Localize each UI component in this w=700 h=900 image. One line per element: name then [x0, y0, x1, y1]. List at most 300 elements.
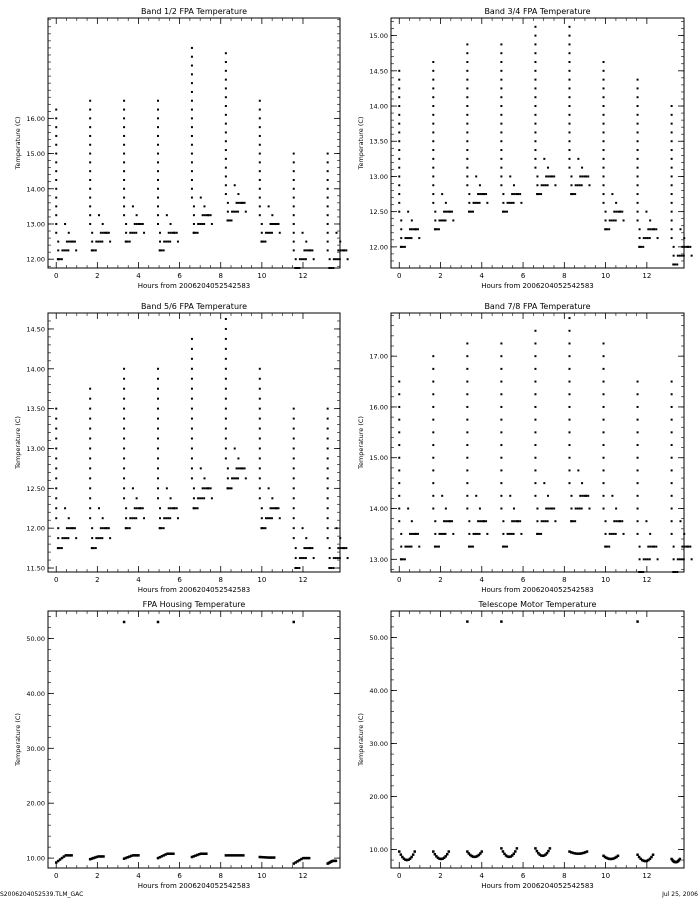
data-point [681, 246, 683, 248]
data-point [135, 232, 137, 234]
data-point [170, 223, 172, 225]
data-point [653, 546, 655, 548]
data-point [649, 219, 651, 221]
data-point [191, 477, 193, 479]
data-point [586, 850, 589, 853]
data-point [91, 547, 93, 549]
data-point [500, 342, 502, 344]
data-point [534, 158, 536, 160]
data-point [327, 179, 329, 181]
data-point [275, 223, 277, 225]
data-point [411, 533, 413, 535]
data-point [225, 398, 227, 400]
data-point [75, 249, 77, 251]
data-point [89, 144, 91, 146]
data-point [671, 149, 673, 151]
data-point [327, 161, 329, 163]
data-point [466, 131, 468, 133]
data-point [129, 517, 131, 519]
data-point [636, 620, 639, 623]
data-point [683, 533, 685, 535]
data-point [89, 457, 91, 459]
data-point [89, 497, 91, 499]
data-point [410, 237, 412, 239]
data-point [468, 202, 470, 204]
data-point [655, 228, 657, 230]
data-point [157, 188, 159, 190]
data-point [534, 105, 536, 107]
data-point [125, 517, 127, 519]
data-point [672, 263, 674, 265]
data-point [438, 533, 440, 535]
data-point [102, 855, 105, 858]
data-point [95, 547, 97, 549]
data-point [534, 368, 536, 370]
footer-filename: S2006204052539.TLM_GAC [0, 891, 84, 898]
x-tick-label: 0 [397, 872, 402, 880]
data-point [55, 188, 57, 190]
data-point [511, 533, 513, 535]
data-point [466, 495, 468, 497]
data-point [163, 241, 165, 243]
data-point [432, 850, 435, 853]
data-point [485, 520, 487, 522]
data-point [504, 211, 506, 213]
data-point [500, 406, 502, 408]
data-point [534, 149, 536, 151]
data-point [132, 205, 134, 207]
data-point [398, 393, 400, 395]
data-point [409, 228, 411, 230]
x-axis-label: Hours from 2006204052542583 [137, 586, 251, 594]
data-point [261, 517, 263, 519]
data-point [603, 419, 605, 421]
data-point [309, 547, 311, 549]
data-point [105, 527, 107, 529]
data-point [418, 237, 420, 239]
data-point [227, 219, 229, 221]
data-point [671, 393, 673, 395]
data-point [534, 406, 536, 408]
data-point [466, 406, 468, 408]
data-point [603, 167, 605, 169]
data-point [298, 567, 300, 569]
data-point [637, 520, 639, 522]
data-point [163, 517, 165, 519]
data-point [604, 228, 606, 230]
y-tick-label: 50.00 [26, 634, 45, 643]
data-point [293, 205, 295, 207]
data-point [605, 211, 607, 213]
data-point [683, 546, 685, 548]
data-point [157, 447, 159, 449]
data-point [143, 232, 145, 234]
data-point [125, 223, 127, 225]
data-point [581, 167, 583, 169]
data-point [328, 567, 330, 569]
data-point [466, 140, 468, 142]
data-point [279, 232, 281, 234]
data-point [327, 188, 329, 190]
data-point [225, 167, 227, 169]
data-point [466, 381, 468, 383]
data-point [402, 558, 404, 560]
data-point [611, 193, 613, 195]
data-point [161, 249, 163, 251]
data-point [137, 854, 140, 857]
data-point [293, 214, 295, 216]
data-point [191, 398, 193, 400]
data-point [637, 393, 639, 395]
data-point [568, 43, 570, 45]
plot-frame [391, 611, 684, 868]
data-point [534, 114, 536, 116]
data-point [293, 517, 295, 519]
data-point [412, 853, 415, 856]
data-point [637, 158, 639, 160]
data-point [640, 571, 642, 573]
data-point [201, 223, 203, 225]
x-tick-label: 4 [479, 272, 485, 280]
data-point [159, 232, 161, 234]
x-tick-label: 12 [642, 272, 652, 280]
data-point [259, 378, 261, 380]
data-point [157, 368, 159, 370]
data-point [225, 87, 227, 89]
data-point [543, 482, 545, 484]
data-point [506, 546, 508, 548]
data-point [500, 87, 502, 89]
data-point [240, 854, 243, 857]
data-point [199, 223, 201, 225]
data-point [210, 214, 212, 216]
data-point [649, 533, 651, 535]
data-point [225, 388, 227, 390]
data-point [339, 547, 341, 549]
data-point [604, 546, 606, 548]
data-point [645, 520, 647, 522]
data-point [197, 497, 199, 499]
data-point [268, 205, 270, 207]
x-tick-label: 4 [136, 272, 141, 280]
data-point [520, 533, 522, 535]
data-point [129, 527, 131, 529]
data-point [603, 140, 605, 142]
data-point [615, 520, 617, 522]
data-point [66, 241, 68, 243]
data-point [673, 255, 675, 257]
data-point [568, 393, 570, 395]
data-point [225, 114, 227, 116]
data-point [339, 249, 341, 251]
data-point [603, 444, 605, 446]
data-point [157, 418, 159, 420]
data-point [299, 557, 301, 559]
data-point [606, 546, 608, 548]
data-point [432, 393, 434, 395]
data-point [259, 398, 261, 400]
data-point [603, 469, 605, 471]
data-point [404, 246, 406, 248]
data-point [237, 193, 239, 195]
data-point [615, 219, 617, 221]
data-point [603, 123, 605, 125]
data-point [238, 467, 240, 469]
data-point [545, 508, 547, 510]
data-point [89, 205, 91, 207]
data-point [260, 241, 262, 243]
x-tick-label: 0 [53, 872, 59, 880]
data-point [615, 202, 617, 204]
data-point [603, 406, 605, 408]
data-point [637, 87, 639, 89]
data-point [123, 497, 125, 499]
x-tick-label: 10 [257, 576, 267, 584]
data-point [157, 438, 159, 440]
data-point [466, 96, 468, 98]
data-point [123, 170, 125, 172]
data-point [55, 117, 57, 119]
data-point [195, 507, 197, 509]
data-point [398, 193, 400, 195]
data-point [534, 52, 536, 54]
data-point [197, 232, 199, 234]
data-point [262, 527, 264, 529]
data-point [123, 467, 125, 469]
data-point [404, 237, 406, 239]
data-series [398, 317, 692, 573]
data-point [500, 105, 502, 107]
data-point [91, 249, 93, 251]
data-point [466, 61, 468, 63]
data-point [603, 96, 605, 98]
data-point [637, 495, 639, 497]
y-tick-label: 12.00 [26, 524, 45, 533]
data-point [238, 202, 240, 204]
data-point [400, 533, 402, 535]
data-point [432, 406, 434, 408]
data-point [477, 533, 479, 535]
data-point [311, 249, 313, 251]
data-point [159, 507, 161, 509]
data-point [89, 408, 91, 410]
data-point [89, 223, 91, 225]
data-point [211, 497, 213, 499]
data-point [445, 211, 447, 213]
data-point [568, 342, 570, 344]
data-point [500, 140, 502, 142]
data-point [479, 533, 481, 535]
data-point [61, 537, 63, 539]
data-point [101, 537, 103, 539]
data-point [193, 232, 195, 234]
data-point [534, 482, 536, 484]
y-axis-label: Temperature (C) [357, 713, 365, 766]
data-point [123, 161, 125, 163]
x-tick-label: 0 [397, 272, 402, 280]
data-point [293, 179, 295, 181]
data-point [643, 237, 645, 239]
data-point [406, 237, 408, 239]
data-point [479, 193, 481, 195]
data-point [579, 508, 581, 510]
data-point [59, 547, 61, 549]
data-point [225, 123, 227, 125]
data-point [637, 149, 639, 151]
data-point [466, 355, 468, 357]
data-point [605, 219, 607, 221]
data-point [101, 241, 103, 243]
data-point [500, 469, 502, 471]
data-point [683, 255, 685, 257]
data-point [303, 249, 305, 251]
data-point [637, 184, 639, 186]
data-point [89, 447, 91, 449]
data-point [581, 184, 583, 186]
data-point [210, 487, 212, 489]
data-point [470, 211, 472, 213]
data-point [466, 149, 468, 151]
data-point [568, 444, 570, 446]
data-point [273, 856, 276, 859]
data-point [451, 520, 453, 522]
data-point [568, 61, 570, 63]
data-point [568, 123, 570, 125]
data-point [554, 184, 556, 186]
data-point [55, 418, 57, 420]
data-point [603, 202, 605, 204]
data-point [55, 126, 57, 128]
data-point [691, 558, 693, 560]
data-point [125, 527, 127, 529]
data-point [466, 508, 468, 510]
data-point [157, 388, 159, 390]
data-point [293, 477, 295, 479]
data-point [93, 547, 95, 549]
data-point [511, 520, 513, 522]
data-point [259, 126, 261, 128]
data-point [483, 520, 485, 522]
data-point [472, 546, 474, 548]
y-tick-label: 12.00 [369, 243, 388, 252]
data-point [568, 431, 570, 433]
data-point [647, 228, 649, 230]
data-point [466, 620, 469, 623]
y-tick-label: 11.50 [26, 564, 45, 573]
data-point [638, 571, 640, 573]
data-point [639, 558, 641, 560]
data-point [500, 355, 502, 357]
y-tick-label: 15.00 [26, 150, 45, 159]
data-point [259, 388, 261, 390]
data-point [477, 202, 479, 204]
data-point [468, 533, 470, 535]
data-point [157, 467, 159, 469]
data-point [201, 497, 203, 499]
data-point [511, 202, 513, 204]
data-point [123, 117, 125, 119]
data-point [293, 457, 295, 459]
data-point [475, 495, 477, 497]
data-point [432, 158, 434, 160]
data-point [549, 847, 552, 850]
data-point [191, 348, 193, 350]
data-point [177, 241, 179, 243]
data-point [432, 368, 434, 370]
data-point [259, 117, 261, 119]
data-point [293, 241, 295, 243]
data-point [617, 855, 620, 858]
data-point [259, 487, 261, 489]
data-point [293, 188, 295, 190]
data-point [157, 214, 159, 216]
data-point [637, 193, 639, 195]
data-point [671, 482, 673, 484]
data-point [568, 70, 570, 72]
data-point [398, 381, 400, 383]
data-point [241, 467, 243, 469]
data-point [639, 228, 641, 230]
data-point [127, 527, 129, 529]
data-point [398, 469, 400, 471]
data-point [238, 854, 241, 857]
data-point [293, 249, 295, 251]
data-point [55, 447, 57, 449]
data-point [89, 398, 91, 400]
data-point [452, 533, 454, 535]
data-point [329, 557, 331, 559]
data-point [500, 149, 502, 151]
data-point [468, 193, 470, 195]
data-point [398, 175, 400, 177]
data-point [432, 355, 434, 357]
data-point [551, 175, 553, 177]
data-point [191, 91, 193, 93]
data-point [157, 457, 159, 459]
data-point [513, 533, 515, 535]
data-point [277, 507, 279, 509]
data-point [398, 419, 400, 421]
data-point [653, 228, 655, 230]
data-point [55, 477, 57, 479]
data-point [89, 109, 91, 111]
data-point [637, 533, 639, 535]
data-point [225, 193, 227, 195]
data-point [95, 241, 97, 243]
data-point [568, 419, 570, 421]
data-point [440, 219, 442, 221]
data-point [225, 438, 227, 440]
data-point [432, 202, 434, 204]
data-point [55, 205, 57, 207]
data-point [163, 249, 165, 251]
data-point [543, 520, 545, 522]
data-point [295, 258, 297, 260]
y-tick-label: 13.00 [369, 555, 388, 564]
data-point [337, 258, 339, 260]
data-point [264, 241, 266, 243]
data-point [191, 109, 193, 111]
data-point [191, 358, 193, 360]
data-point [193, 507, 195, 509]
data-point [479, 520, 481, 522]
data-point [398, 123, 400, 125]
data-point [89, 438, 91, 440]
data-point [407, 211, 409, 213]
data-point [445, 202, 447, 204]
data-point [327, 428, 329, 430]
y-tick-label: 12.50 [26, 484, 45, 493]
